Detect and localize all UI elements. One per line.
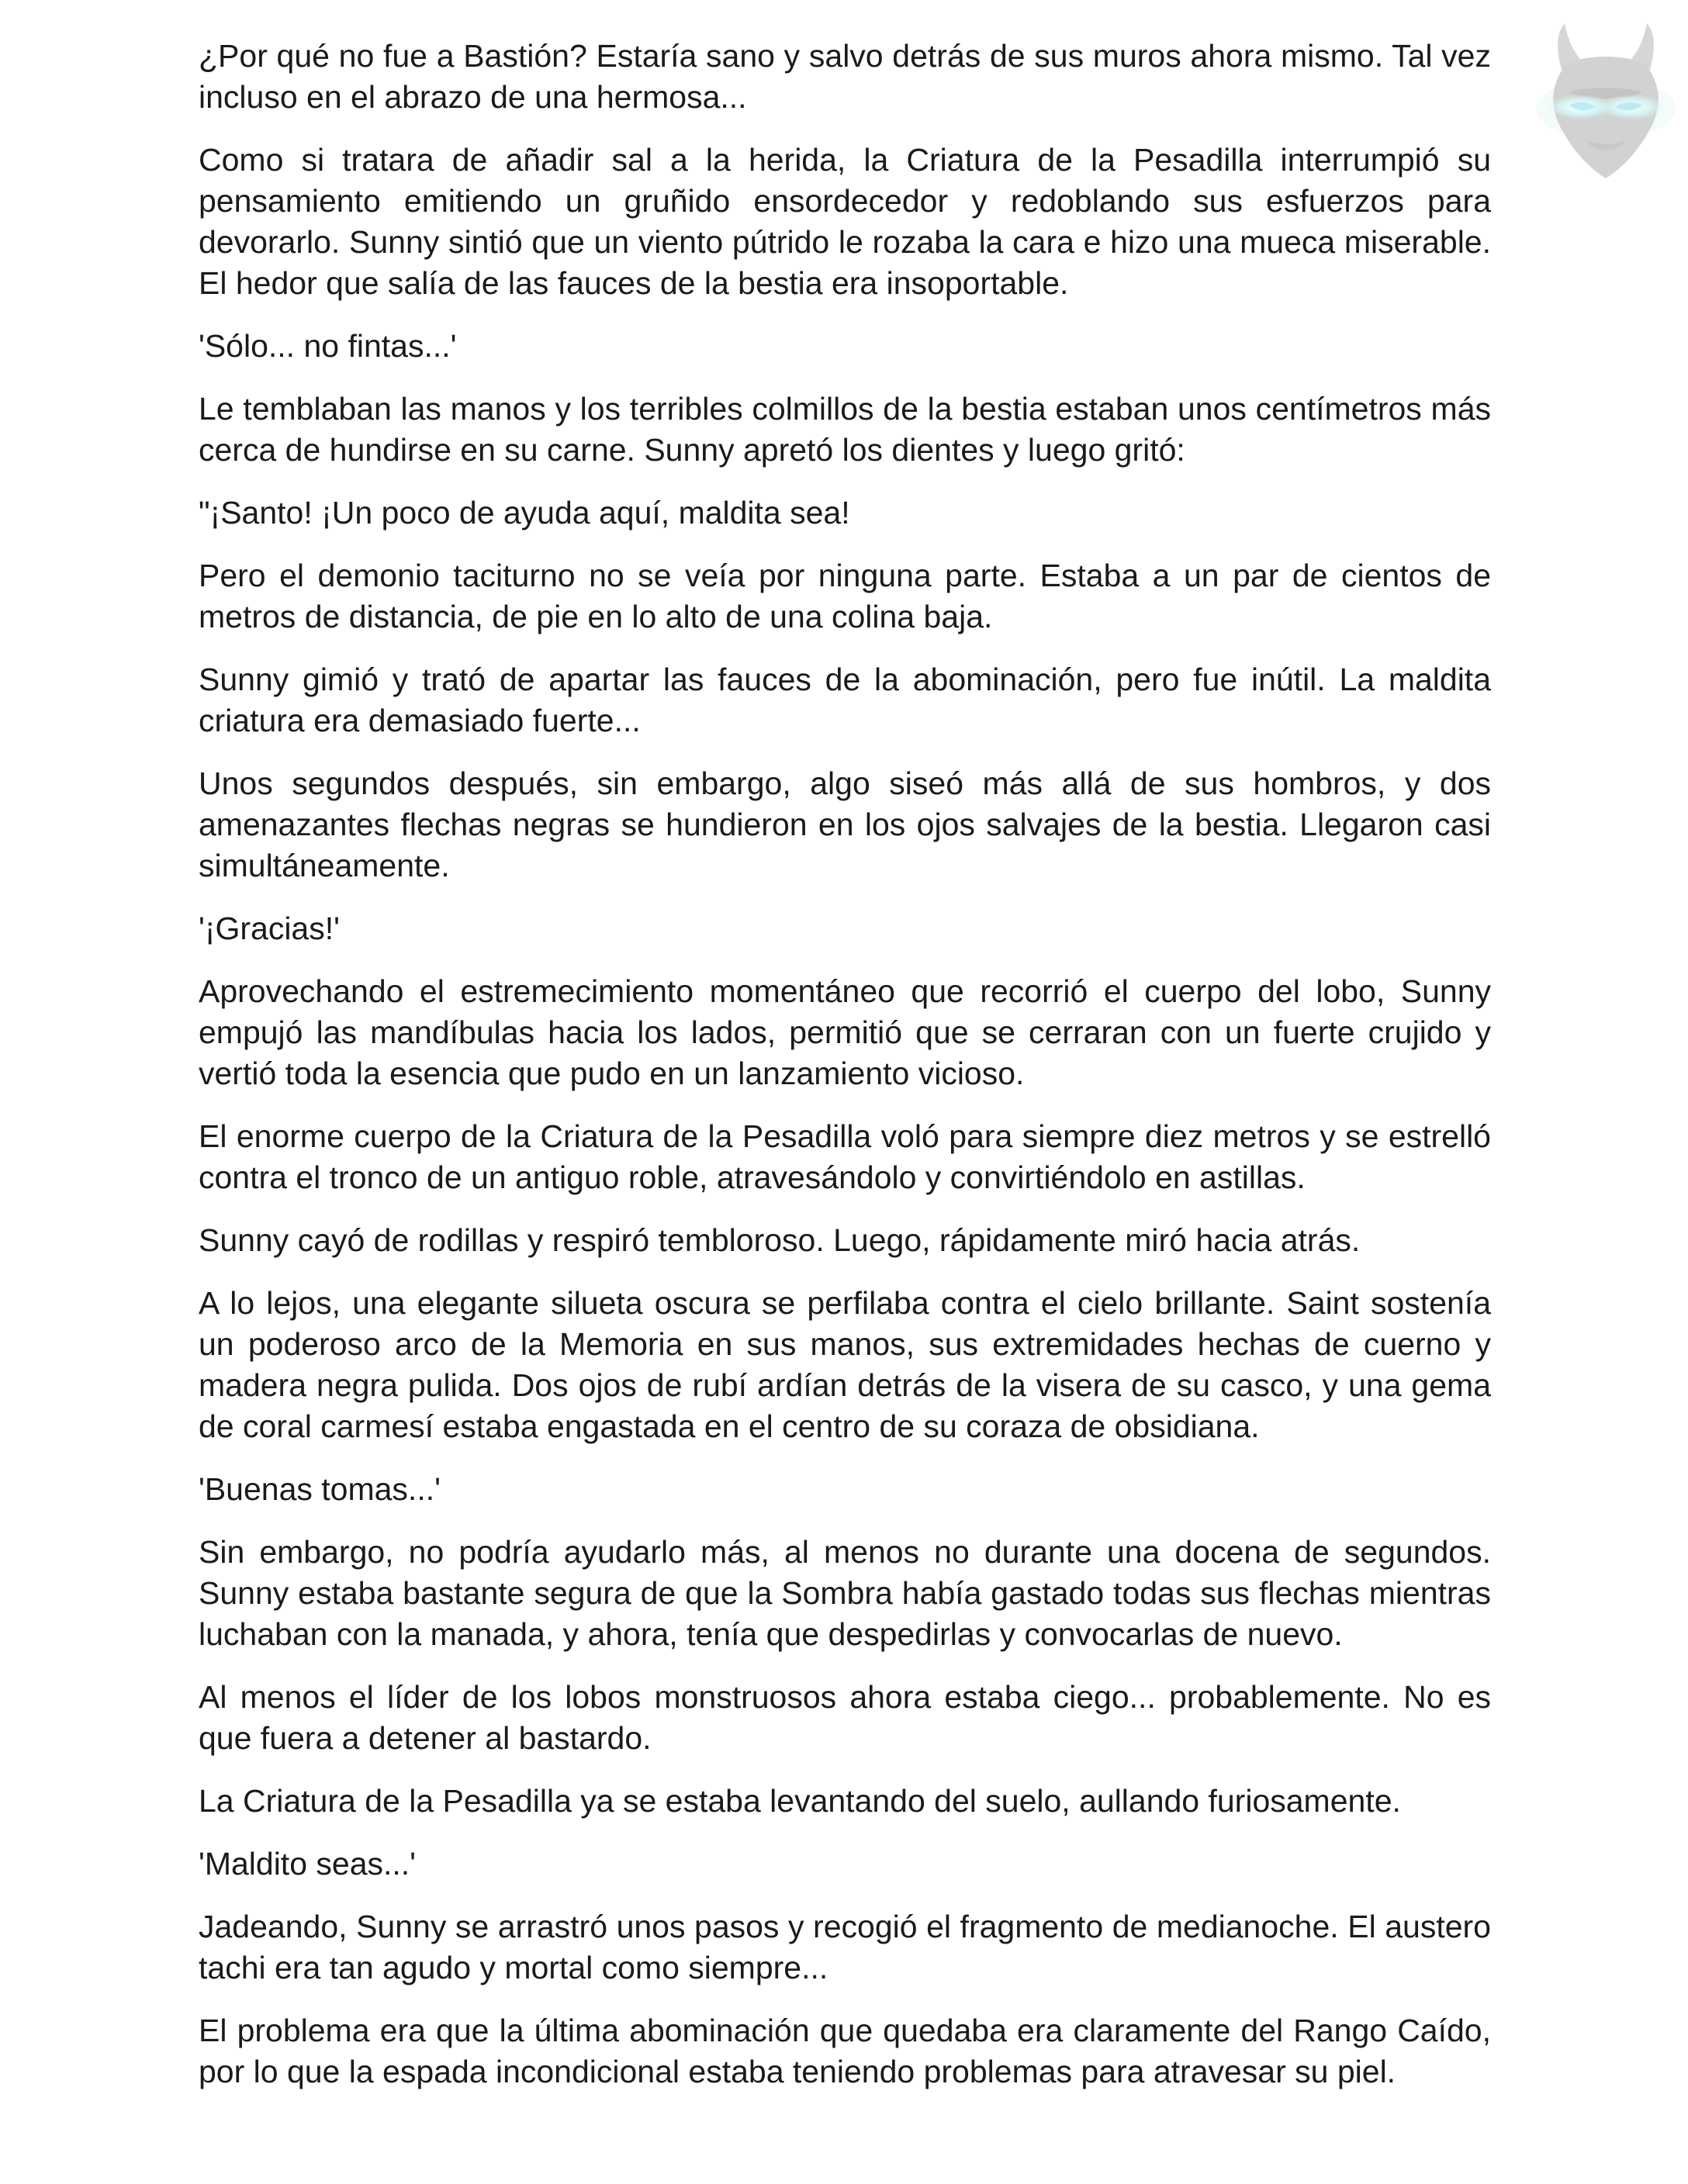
- paragraph: 'Buenas tomas...': [199, 1471, 441, 1507]
- paragraph: A lo lejos, una elegante silueta oscura se perfilaba contra el cielo brillante. Saint sostenía un poderoso arco de la Memoria en sus manos, sus extremidades hechas de cuerno y madera negra pulida. Dos ojos de rubí ardían detrás de la visera de su casco, y una gema de coral carmesí estaba engastada en el centro de su coraza de obsidiana.: [199, 1285, 1491, 1444]
- paragraph: Pero el demonio taciturno no se veía por ninguna parte. Estaba a un par de cientos de metros de distancia, de pie en lo alto de una colina baja.: [199, 558, 1491, 634]
- paragraph: ¿Por qué no fue a Bastión? Estaría sano y salvo detrás de sus muros ahora mismo. Tal vez incluso en el abrazo de una hermosa...: [199, 38, 1491, 115]
- paragraph: Sin embargo, no podría ayudarlo más, al menos no durante una docena de segundos. Sunny estaba bastante segura de que la Sombra había gastado todas sus flechas mientras luchaban con la manada, y ahora, tenía que despedirlas y convocarlas de nuevo.: [199, 1534, 1491, 1652]
- paragraph: Sunny cayó de rodillas y respiró tembloroso. Luego, rápidamente miró hacia atrás.: [199, 1222, 1361, 1258]
- paragraph: La Criatura de la Pesadilla ya se estaba levantando del suelo, aullando furiosamente.: [199, 1783, 1401, 1819]
- paragraph: "¡Santo! ¡Un poco de ayuda aquí, maldita sea!: [199, 495, 850, 530]
- paragraph: 'Sólo... no fintas...': [199, 328, 457, 364]
- paragraph: El problema era que la última abominación que quedaba era claramente del Rango Caído, por lo que la espada incondicional estaba teniendo problemas para atravesar su piel.: [199, 2013, 1491, 2089]
- paragraph: El enorme cuerpo de la Criatura de la Pesadilla voló para siempre diez metros y se estrelló contra el tronco de un antiguo roble, atravesándolo y convirtiéndolo en astillas.: [199, 1118, 1491, 1195]
- paragraph: Aprovechando el estremecimiento momentáneo que recorrió el cuerpo del lobo, Sunny empujó las mandíbulas hacia los lados, permitió que se cerraran con un fuerte crujido y vertió toda la esencia que pudo en un lanzamiento vicioso.: [199, 973, 1491, 1091]
- paragraph: '¡Gracias!': [199, 911, 340, 946]
- paragraph: Al menos el líder de los lobos monstruosos ahora estaba ciego... probablemente. No es que fuera a detener al bastardo.: [199, 1679, 1491, 1756]
- paragraph: 'Maldito seas...': [199, 1846, 416, 1882]
- paragraph: Unos segundos después, sin embargo, algo siseó más allá de sus hombros, y dos amenazantes flechas negras se hundieron en los ojos salvajes de la bestia. Llegaron casi simultáneamente.: [199, 765, 1491, 883]
- chapter-text: [199, 36, 1491, 2114]
- demon-logo-icon: [1532, 16, 1679, 186]
- paragraph: Le temblaban las manos y los terribles colmillos de la bestia estaban unos centímetros más cerca de hundirse en su carne. Sunny apretó los dientes y luego gritó:: [199, 391, 1491, 468]
- paragraph: Sunny gimió y trató de apartar las fauces de la abominación, pero fue inútil. La maldita criatura era demasiado fuerte...: [199, 662, 1491, 738]
- paragraph: Jadeando, Sunny se arrastró unos pasos y recogió el fragmento de medianoche. El austero tachi era tan agudo y mortal como siempre...: [199, 1909, 1491, 1985]
- paragraph: Como si tratara de añadir sal a la herida, la Criatura de la Pesadilla interrumpió su pensamiento emitiendo un gruñido ensordecedor y redoblando sus esfuerzos para devorarlo. Sunny sintió que un viento pútrido le rozaba la cara e hizo una mueca miserable. El hedor que salía de las fauces de la bestia era insoportable.: [199, 142, 1491, 301]
